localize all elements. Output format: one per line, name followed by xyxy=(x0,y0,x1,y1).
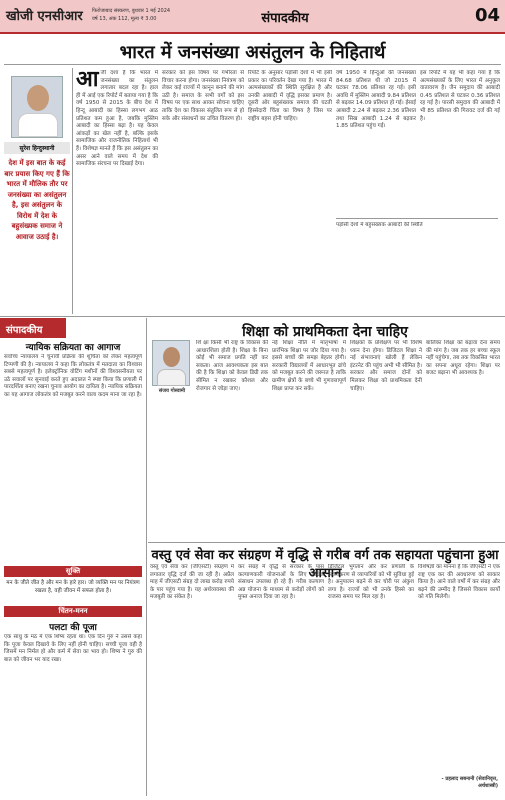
education-column-1 xyxy=(196,340,268,540)
quote-band: सूक्ति xyxy=(4,566,142,577)
education-col1-text: शि क्षा किसी भी राष्ट्र के विकास की आधारशिला होती है। शिक्षा के बिना कोई भी समाज प्रगति नहीं कर सकता। आज आवश्यकता इस बात की है कि शिक्षा को केवल डिग्री तक सीमित न रखकर कौशल और रोजगार से जोड़ा जाए। xyxy=(196,340,268,392)
gst-col3-text: डिजिटल भुगतान और कर प्रणाली के सरलीकरण से व्यापारियों को भी सुविधा हुई है। अनुपालन बढ़ने से कर चोरी पर अंकुश लगा है। राज्यों को भी उनके हिस्से का राजस्व समय पर मिल रहा है। xyxy=(328,564,414,601)
reflection-body xyxy=(4,634,142,794)
gst-col2-text: कर संग्रह में वृद्धि से सरकार के पास कल्याणकारी योजनाओं के लिए अधिक संसाधन उपलब्ध हो रहे हैं। गरीब कल्याण अन्न योजना के माध्यम से करोड़ों लोगों को मुफ्त अनाज दिया जा रहा है। xyxy=(238,564,324,601)
reflection-band: चिंतन-मनन xyxy=(4,606,142,617)
neighbor-stats-box xyxy=(336,218,498,306)
page-number: 04 xyxy=(474,5,500,26)
face-icon xyxy=(163,347,180,367)
divider xyxy=(72,68,73,314)
shirt-icon xyxy=(18,113,58,137)
quote-text: मन के जीते जीत है और मन के हारे हार। जो व्यक्ति मन पर नियंत्रण रखता है, वही जीवन में सफल होता है। xyxy=(6,580,140,594)
divider xyxy=(0,316,505,317)
education-author-photo xyxy=(152,340,190,386)
education-col4-text: बालिका शिक्षा को बढ़ावा देना समय की मांग है। जब तक हर बच्चा स्कूल नहीं पहुंचेगा, तब तक विकसित भारत का सपना अधूरा रहेगा। शिक्षा पर बजट बढ़ाना भी आवश्यक है। xyxy=(426,340,500,377)
editorial-headline: न्यायिक सक्रियता का आगाज xyxy=(25,343,121,353)
gst-column-4 xyxy=(418,564,500,772)
main-col5-text: इस रिपोर्ट में यह भी कहा गया है कि अल्पसंख्यकों के लिए भारत में अनुकूल वातावरण है। जैन समुदाय की आबादी 0.45 प्रतिशत से घटकर 0.36 प्रतिशत रह गई है। पारसी समुदाय की आबादी में भी 85 प्रतिशत की गिरावट दर्ज की गई है। xyxy=(420,70,500,122)
education-col3-text: शिक्षकों के प्रशिक्षण पर भी विशेष ध्यान देना होगा। डिजिटल शिक्षा ने नई संभावनाएं खोली हैं लेकिन इंटरनेट की पहुंच अभी भी सीमित है। सरकार और समाज दोनों को मिलकर शिक्षा को प्राथमिकता देनी चाहिए। xyxy=(350,340,422,392)
editorial-text: सर्वोच्च न्यायालय ने चुनावी प्रक्रिया की शुचिता को लेकर महत्वपूर्ण टिप्पणी की है। न्यायालय ने कहा कि लोकतंत्र में मतदाता का विश्वास सबसे महत्वपूर्ण है। इलेक्ट्रॉनिक वोटिंग मशीनों की विश्वसनीयता पर उठे सवालों पर सुनवाई करते हुए अदालत ने स्पष्ट किया कि प्रणाली में पारदर्शिता बनाए रखना चुनाव आयोग का दायित्व है। न्यायिक सक्रियता का यह आगाज लोकतंत्र को मजबूत करने वाला कदम माना जा रहा है। xyxy=(4,354,142,398)
reflection-title: पलटा की पूजा xyxy=(49,623,97,633)
edition-issue: वर्ष 13, अंक 112, मूल्य ₹ 3.00 xyxy=(92,16,157,22)
divider xyxy=(146,318,147,796)
gst-column-2 xyxy=(238,564,324,794)
edition-date: फिरोजाबाद संस्करण, बुधवार 1 मई 2024 xyxy=(92,8,171,14)
main-article-column-1 xyxy=(76,70,158,314)
shirt-icon xyxy=(157,369,186,386)
gst-author-credit: - प्रहलाद सबनानी (सेवानिवृत्त, अर्थशास्त्री) xyxy=(441,776,498,789)
author-photo xyxy=(11,76,63,138)
editorial-body xyxy=(4,354,142,562)
face-icon xyxy=(27,85,49,111)
education-author-name: संजय गोस्वामी xyxy=(158,388,186,394)
gst-column-3 xyxy=(328,564,414,794)
newspaper-logo: खोजी एनसीआर xyxy=(6,9,83,24)
main-col2-text: सरकार को इस विषय पर गंभीरता से विचार करना होगा। जनसंख्या नियंत्रण को लेकर कई राज्यों में कानून बनाने की मांग उठी है। समाज के सभी वर्गों को इस विषय पर एक साथ आकर सोचना चाहिए ताकि देश का विकास संतुलित रूप से हो सके और संसाधनों का उचित वितरण हो। xyxy=(162,70,244,122)
divider xyxy=(148,542,505,543)
education-column-2 xyxy=(272,340,346,540)
divider xyxy=(4,64,501,65)
main-headline: भारत में जनसंख्या असंतुलन के निहितार्थ xyxy=(119,42,386,63)
neighbor-stats-text: पड़ोसी देशों में बहुसंख्यक आबादी की स्थिति xyxy=(336,222,423,228)
education-headline: शिक्षा को प्राथमिकता देना चाहिए xyxy=(242,324,408,340)
main-article-column-5 xyxy=(420,70,500,216)
education-column-3 xyxy=(350,340,422,540)
section-title: संपादकीय xyxy=(261,11,309,26)
gst-col1-text: वस्तु एवं सेवा कर (जीएसटी) संग्रहण में लगातार वृद्धि दर्ज की जा रही है। अप्रैल माह में जीएसटी संग्रह दो लाख करोड़ रुपये के पार पहुंच गया है। यह अर्थव्यवस्था की मजबूती का संकेत है। xyxy=(150,564,234,601)
pull-quote: देश में इस बात के कई बार प्रयास किए गए हैं कि भारत में मौलिक तौर पर जनसंख्या का असंतुलन है, इस असंतुलन के विरोध में देश के बहुसंख्यक समाज ने आवाज उठाई है। xyxy=(4,159,70,241)
education-col2-text: नई शिक्षा नीति में मातृभाषा में प्रारंभिक शिक्षा पर जोर दिया गया है। इससे बच्चों की समझ बेहतर होगी। सरकारी विद्यालयों में आधारभूत ढांचे को मजबूत करने की जरूरत है ताकि ग्रामीण क्षेत्रों के बच्चे भी गुणवत्तापूर्ण शिक्षा प्राप्त कर सकें। xyxy=(272,340,346,392)
gst-headline: वस्तु एवं सेवा कर संग्रहण में वृद्धि से गरीब वर्ग तक सहायता पहुंचाना हुआ आसान xyxy=(151,548,499,581)
edition-meta xyxy=(92,7,222,23)
gst-column-1 xyxy=(150,564,234,794)
author-name: सुरेश हिन्दुस्थानी xyxy=(4,142,70,154)
reflection-text: एक साधु के मठ में एक शिष्य रहता था। एक दिन गुरु ने उससे कहा कि पूजा केवल दिखावे के लिए नहीं होनी चाहिए। सच्ची पूजा वही है जिसमें मन निर्मल हो और कर्म में सेवा का भाव हो। शिष्य ने गुरु की बात को जीवन भर याद रखा। xyxy=(4,634,142,663)
main-col1-text: जी दशा है कि भारत में जनसंख्या का संतुलन लगातार बदल रहा है। हाल ही में आई एक रिपोर्ट में बताया गया है कि वर्ष 1950 से 2015 के बीच देश में हिन्दू आबादी का हिस्सा लगभग आठ प्रतिशत कम हुआ है, जबकि मुस्लिम आबादी का हिस्सा बढ़ा है। यह केवल आंकड़ों का खेल नहीं है, बल्कि इसके सामाजिक और राजनीतिक निहितार्थ भी हैं। विशेषज्ञ मानते हैं कि इस असंतुलन का असर आने वाले समय में देश की सामाजिक संरचना पर दिखाई देगा। xyxy=(76,70,158,168)
main-article-column-2 xyxy=(162,70,244,314)
editorial-band: संपादकीय xyxy=(0,318,66,338)
main-col3-text: रिपोर्ट के अनुसार पड़ोसी देशों में भी इसी प्रकार का परिवर्तन देखा गया है। भारत में अल्पसंख्यकों की स्थिति सुरक्षित है और उनकी आबादी में वृद्धि इसका प्रमाण है। दूसरी ओर बहुसंख्यक समाज की घटती हिस्सेदारी चिंता का विषय है जिस पर राष्ट्रीय बहस होनी चाहिए। xyxy=(248,70,332,122)
main-article-column-3 xyxy=(248,70,332,314)
gst-col4-text: विशेषज्ञों का मानना है कि जीएसटी ने एक राष्ट्र एक कर की अवधारणा को साकार किया है। आने वाले वर्षों में कर संग्रह और बढ़ने की उम्मीद है जिससे विकास कार्यों को गति मिलेगी। xyxy=(418,564,500,601)
main-article-column-4 xyxy=(336,70,416,216)
drop-cap: आ xyxy=(76,70,99,92)
education-column-4 xyxy=(426,340,500,540)
main-col4-text: वर्ष 1950 में हिन्दुओं की जनसंख्या 84.68 प्रतिशत थी जो 2015 में घटकर 78.06 प्रतिशत रह गई। इसी अवधि में मुस्लिम आबादी 9.84 प्रतिशत से बढ़कर 14.09 प्रतिशत हो गई। ईसाई आबादी 2.24 से बढ़कर 2.36 प्रतिशत तथा सिख आबादी 1.24 से बढ़कर 1.85 प्रतिशत पहुंच गई। xyxy=(336,70,416,130)
